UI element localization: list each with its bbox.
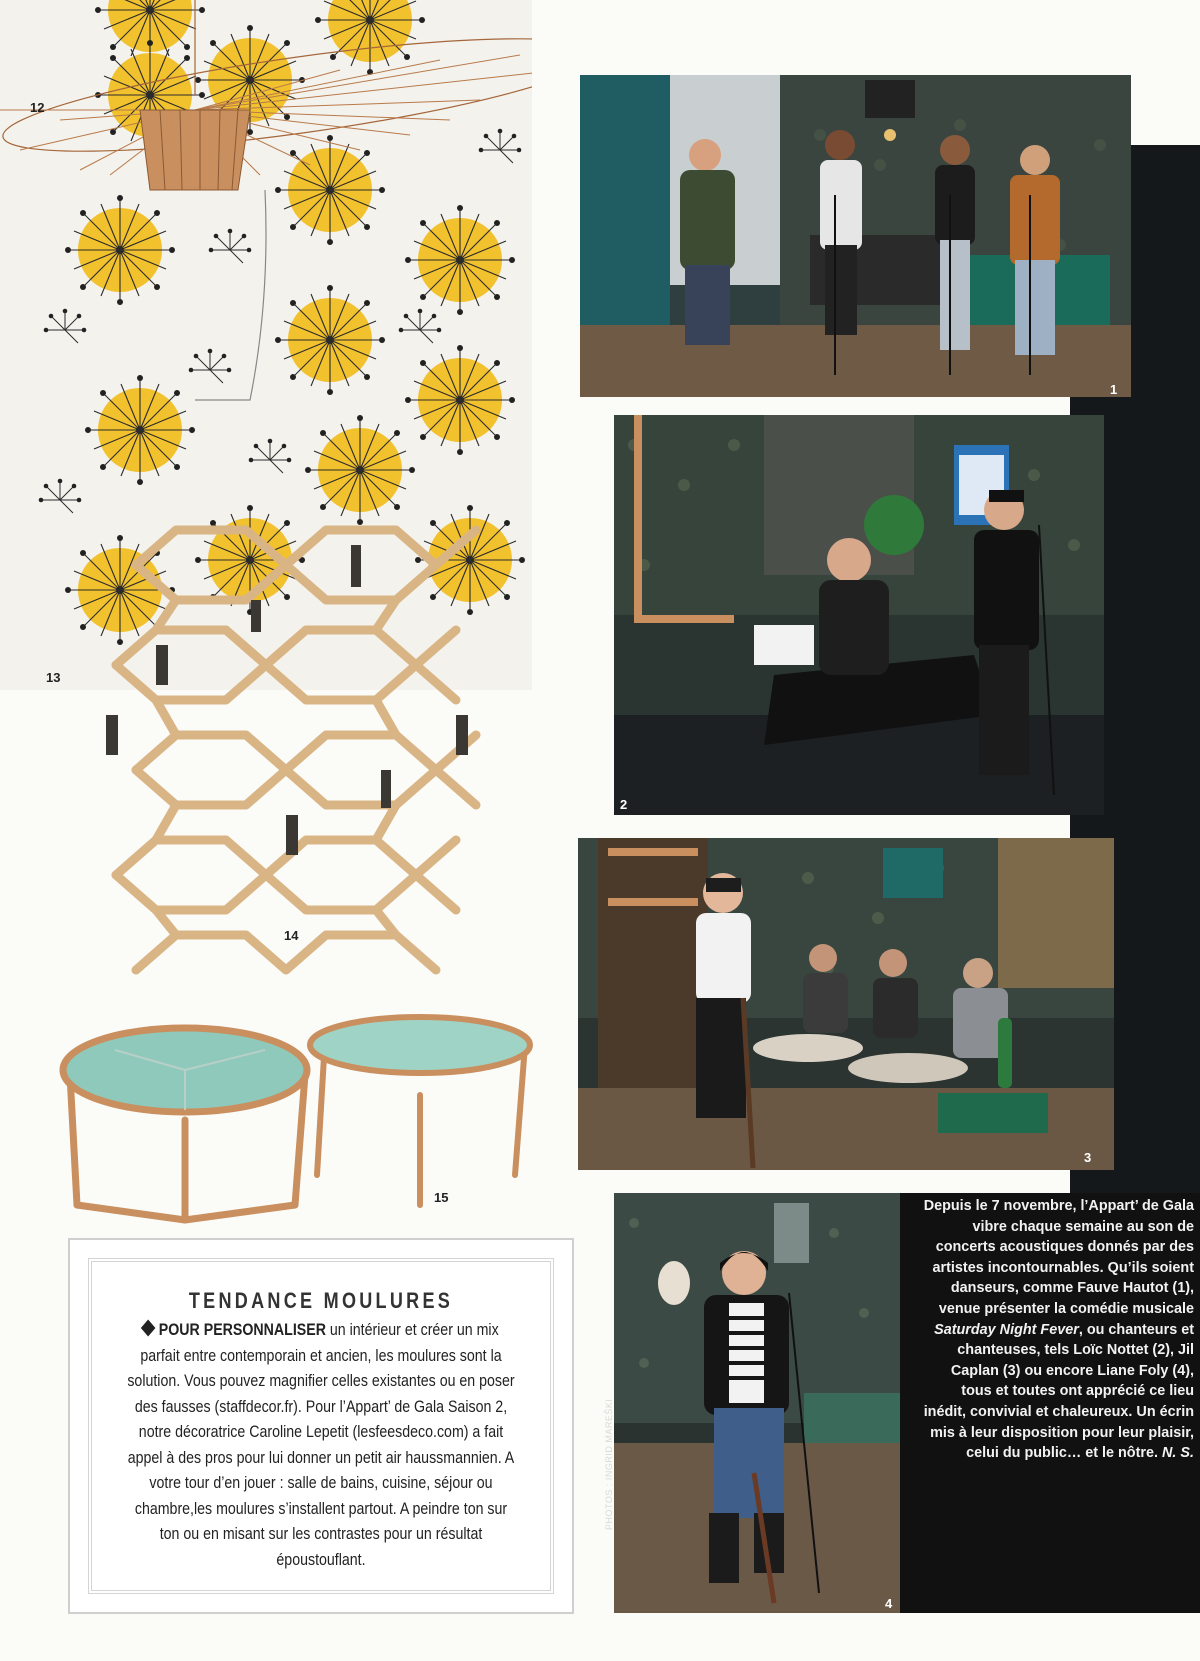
figure-number-14: 14: [284, 928, 299, 943]
honeycomb-shelf-image: [96, 505, 516, 975]
tendance-body: [126, 1318, 516, 1573]
photo-loic-nottet: [614, 415, 1104, 815]
caption-part-1: Depuis le 7 novembre, l’Appart’ de Gala vibre chaque semaine au son de concerts acoustiques donnés par des artistes incontournables. Qu’ils soient danseurs, comme Fauve Hautot (1), venue présenter la comédie musicale: [923, 1198, 1194, 1317]
diamond-bullet-icon: [141, 1320, 156, 1337]
figure-number-3: 3: [1084, 1150, 1092, 1165]
caption-signature: N. S.: [1162, 1445, 1194, 1462]
figure-number-15: 15: [434, 1190, 449, 1205]
caption-show-title: Saturday Night Fever: [934, 1321, 1079, 1338]
figure-number-4: 4: [885, 1596, 893, 1611]
photo-credit: PHOTOS : INGRID MAREŠKI: [604, 1398, 614, 1530]
tendance-lead: POUR PERSONNALISER: [158, 1321, 326, 1339]
caption-text: [922, 1196, 1194, 1464]
tendance-title: TENDANCE MOULURES: [188, 1288, 454, 1313]
photo-liane-foly: [614, 1193, 900, 1613]
photo-fauve-hautot: [580, 75, 1131, 397]
figure-number-12: 12: [30, 100, 45, 115]
tendance-body-text: un intérieur et créer un mix parfait entre contemporain et ancien, les moulures sont la solution. Vous pouvez magnifier celles existantes ou en poser des fausses (staffdecor.fr). Pour l’Appart’ de Gala Saison 2, notre décoratrice Caroline Lepetit (lesfeesdeco.com) a fait appel à des pros pour lui donner un petit air haussmannien. A votre tour d’en jouer : salle de bains, cuisine, séjour ou chambre,les moulures s’installent partout. A peindre ton sur ton ou en misant sur les contrastes pour un résultat époustouflant.: [127, 1321, 515, 1569]
figure-number-13: 13: [46, 670, 61, 685]
figure-number-2: 2: [620, 797, 628, 812]
caption-part-2: , ou chanteurs et chanteuses, tels Loïc Nottet (2), Jil Caplan (3) ou encore Liane Foly (4), tous et toutes ont apprécié ce lieu inédit, convivial et chaleureux. Un écrin mis à leur disposition pour leur plaisir, celui du public… et le nôtre.: [923, 1321, 1194, 1462]
coffee-tables-image: [55, 1005, 545, 1225]
figure-number-1: 1: [1110, 382, 1118, 397]
photo-jil-caplan: [578, 838, 1114, 1170]
